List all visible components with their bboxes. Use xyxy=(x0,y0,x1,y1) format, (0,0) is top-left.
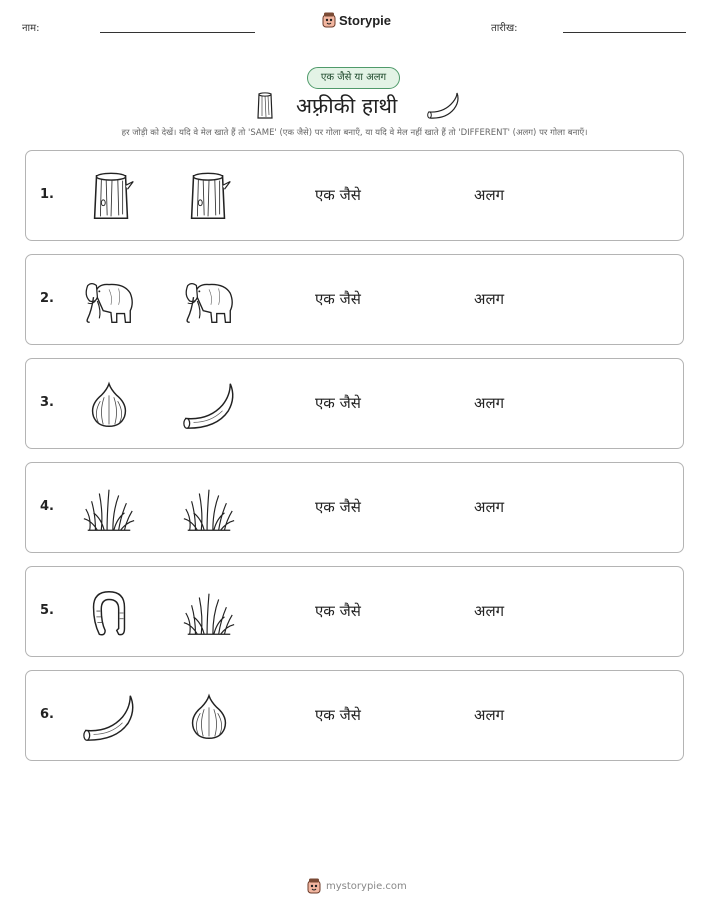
tree-trunk-icon xyxy=(83,168,141,226)
date-line[interactable] xyxy=(563,32,686,33)
different-option[interactable]: अलग xyxy=(474,290,505,308)
same-option[interactable]: एक जैसे xyxy=(315,602,361,620)
footer-site-link[interactable]: mystorypie.com xyxy=(326,880,407,892)
question-card xyxy=(25,670,684,761)
question-card xyxy=(25,150,684,241)
same-option[interactable]: एक जैसे xyxy=(315,706,361,724)
date-label: तारीख: xyxy=(491,23,518,34)
instructions: हर जोड़ी को देखें। यदि वे मेल खाते हैं तो 'SAME' (एक जैसे) पर गोला बनाएँ, या यदि वे मेल नहीं खाते हैं तो 'DIFFERENT' (अलग) पर गोला बनाएँ। xyxy=(121,128,588,138)
different-option[interactable]: अलग xyxy=(474,394,505,412)
question-number: 5. xyxy=(40,603,54,618)
elephant-tusk-icon xyxy=(80,688,138,746)
title-row xyxy=(0,88,709,124)
fig-icon xyxy=(80,376,138,434)
same-option[interactable]: एक जैसे xyxy=(315,290,361,308)
grass-icon xyxy=(180,480,238,538)
different-option[interactable]: अलग xyxy=(474,186,505,204)
name-line[interactable] xyxy=(100,32,255,33)
name-label: नाम: xyxy=(22,23,40,34)
different-option[interactable]: अलग xyxy=(474,498,505,516)
mascot-icon xyxy=(307,878,321,894)
different-option[interactable]: अलग xyxy=(474,706,505,724)
elephant-icon xyxy=(180,272,238,330)
storypie-logo xyxy=(322,12,391,28)
question-number: 1. xyxy=(40,187,54,202)
page-title: अफ़्रीकी हाथी xyxy=(296,94,398,118)
tree-trunk-icon xyxy=(255,91,275,121)
question-number: 3. xyxy=(40,395,54,410)
grass-icon xyxy=(180,584,238,642)
question-card xyxy=(25,462,684,553)
grass-icon xyxy=(80,480,138,538)
different-option[interactable]: अलग xyxy=(474,602,505,620)
same-option[interactable]: एक जैसे xyxy=(315,394,361,412)
question-card xyxy=(25,254,684,345)
elephant-tusk-icon xyxy=(180,376,238,434)
same-option[interactable]: एक जैसे xyxy=(315,186,361,204)
elephant-trunk-icon xyxy=(80,584,138,642)
question-number: 6. xyxy=(40,707,54,722)
tree-trunk-icon xyxy=(180,168,238,226)
mascot-icon xyxy=(322,12,336,28)
footer xyxy=(307,878,407,894)
question-number: 2. xyxy=(40,291,54,306)
brand-name: Storypie xyxy=(339,12,392,28)
question-number: 4. xyxy=(40,499,54,514)
worksheet-type-badge: एक जैसे या अलग xyxy=(307,67,400,89)
question-card xyxy=(25,566,684,657)
elephant-tusk-icon xyxy=(426,92,460,120)
question-card xyxy=(25,358,684,449)
fig-icon xyxy=(180,688,238,746)
elephant-icon xyxy=(80,272,138,330)
same-option[interactable]: एक जैसे xyxy=(315,498,361,516)
